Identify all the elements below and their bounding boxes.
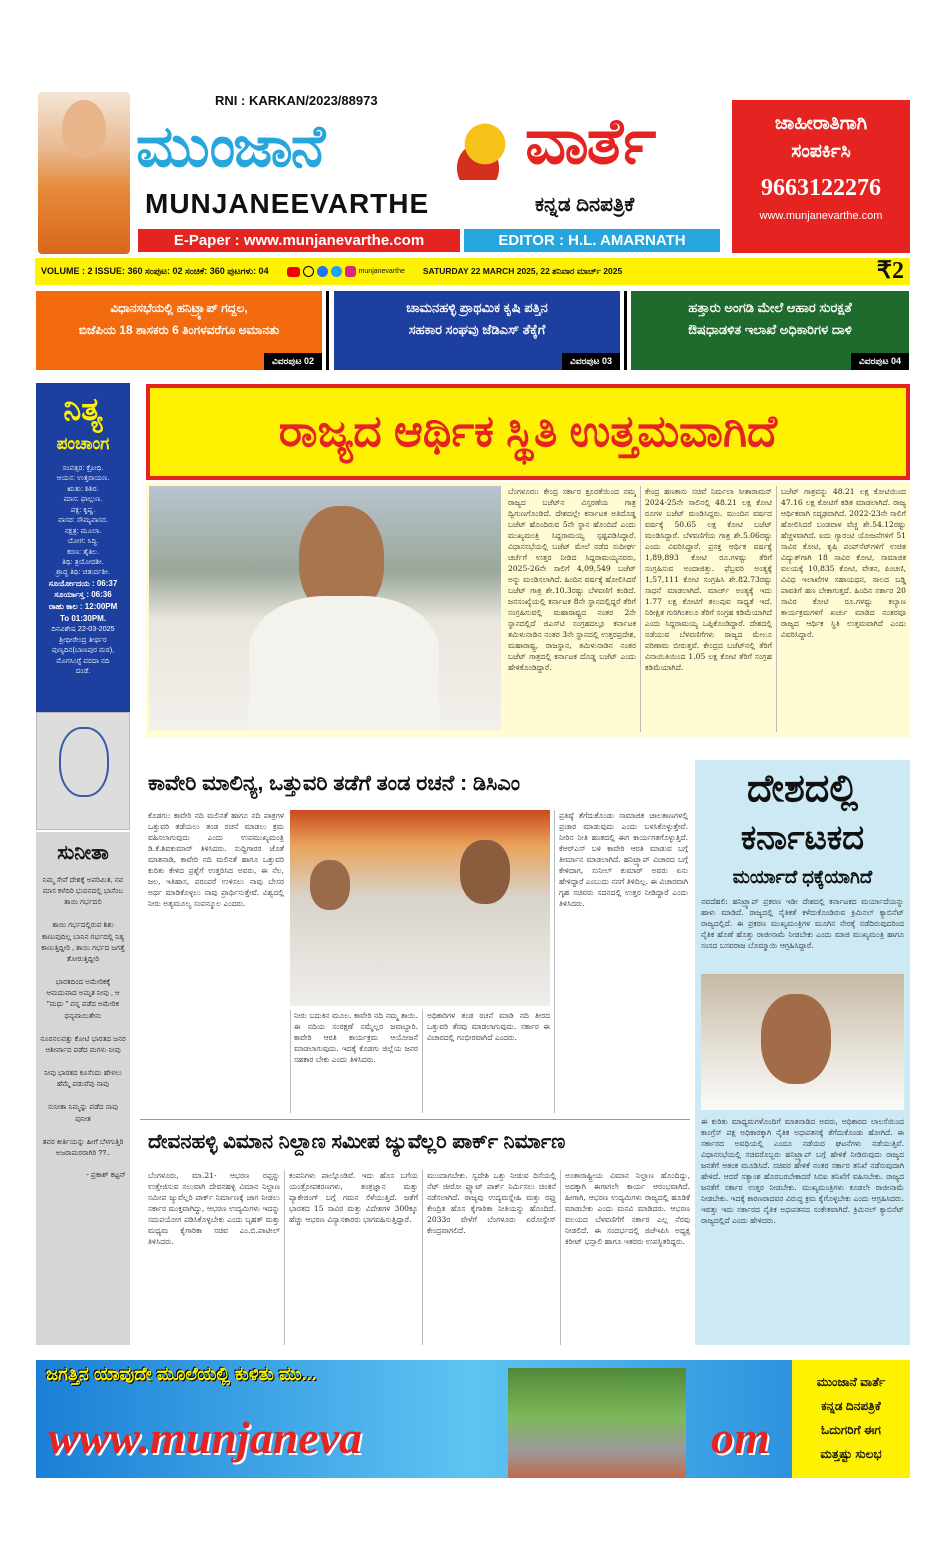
panchanga-line: ಪಕ್ಷ: ಕೃಷ್ಣ. [70, 504, 96, 514]
masthead-munjane: ಮುಂಜಾನೆ [136, 114, 324, 179]
poem-stanza: ತಾಯಿ ಗರ್ಭದಲ್ಲಿರುವ ಶಿಶು ಕಾಣುವುದಿಲ್ಲ ಬಾನಿನ ಗರ್ಭದಲ್ಲಿ ನಿತ್ಯ ಕಾಣುತ್ತಿದ್ದೀರಿ , ತಾಯಿ ಗರ್ಭದ ಜಗತ್ತೆ ತೋರುತ್ತಿದ್ದೀರಿ [41, 920, 125, 963]
issue-date: SATURDAY 22 MARCH 2025, 22 ಶನಿವಾರ ಮಾರ್ಚ್ 2025 [422, 266, 623, 276]
editor-name: EDITOR : H.L. AMARNATH [464, 229, 720, 252]
poem-title: ಸುನೀತಾ [57, 842, 109, 864]
right-story-body: ಈ ಕುರಿತು ಮಾಧ್ಯಮಗಳೊಂದಿಗೆ ಮಾತನಾಡಿದ ಅವರು, ಅಧಿಕಾರದ ಲಾಲಸೆಯಿಂದ ಕಾಂಗ್ರೆಸ್ ಪಕ್ಷ ಅಧಿಕಾರಕ್ಕಾಗಿ ನೈತಿಕ ಅಧಃಪತನಕ್ಕೆ ತೆಗೆದುಕೊಂಡು ಹೋಗಿದೆ. ಈ ಸರ್ಕಾರದ ಅವಧಿಯಲ್ಲಿ ಎಂದೂ ನಡೆಯದ ಘಟನೆಗಳು ನಡೆಯುತ್ತಿವೆ. ವಿಧಾನಸಭೆಯಲ್ಲಿ ಸಚಿವರೊಬ್ಬರು ಹನಿಟ್ರ್ಯಾಪ್ ಬಗ್ಗೆ ಹೇಳಿಕೆ ನೀಡಿರುವುದು ರಾಜ್ಯದ ಜನತೆಗೆ ಆತಂಕ ಮೂಡಿಸಿದೆ. ಸಚಿವರ ಹೇಳಿಕೆ ನಂತರ ಸರ್ಕಾರ ತನಿಖೆ ನಡೆಸುವುದಾಗಿ ಹೇಳಿದೆ. ಆದರೆ ಸತ್ಯಾಂಶ ಹೊರಬರಬೇಕಾದರೆ ಸಿಬಿಐ ತನಿಖೆಗೆ ವಹಿಸಬೇಕು. ರಾಜ್ಯದ ಜನತೆಗೆ ಸರ್ಕಾರ ಉತ್ತರ ನೀಡಬೇಕು. ಮುಖ್ಯಮಂತ್ರಿಗಳು ಕೂಡಲೇ ರಾಜೀನಾಮೆ ನೀಡಬೇಕು. ಇದಕ್ಕೆ ಕಾರಣರಾದವರ ವಿರುದ್ಧ ಕ್ರಮ ಕೈಗೊಳ್ಳಬೇಕು ಎಂದು ಆಗ್ರಹಿಸಿದರು. ಇವತ್ತು ಇದು ಸರ್ಕಾರದ ನೈತಿಕ ಅಧಃಪತನದ ಸಂಕೇತವಾಗಿದೆ. ಕ್ರಿಮಿನಲ್ ಕ್ಯಾಬಿನೆಟ್ ರಾಜ್ಯದಲ್ಲಿದೆ ಎಂದು ಹೇಳಿದರು. [701, 1117, 904, 1225]
panchanga-line: ಪುಣ್ಯದಿನ(ಬಾಣಪುರ ಮಠ), [51, 645, 115, 655]
dk-shivakumar-photo [290, 810, 550, 1006]
ad-website[interactable]: www.munjanevarthe.com [759, 210, 883, 222]
founder-portrait [38, 92, 130, 254]
globe-icon[interactable] [303, 266, 314, 277]
bottom-banner[interactable] [36, 1360, 910, 1478]
lead-headline-box [146, 384, 910, 480]
devanahalli-column: ಮುಂದಾಗಬೇಕು. ಸ್ವದೇಶಿ ಒತ್ತು ನೀಡುವ ದಿಸೆಯಲ್ಲಿ ನೆಟ್ ಜೀರೋ ಪ್ಲ್ಯಾಟ್ ಪಾರ್ಕ್ ನಿರ್ಮಿಸಲು ಚಿಂತನೆ ನಡೆಸಲಾಗಿದೆ. ರಾಜ್ಯವು ಉದ್ಯಮಸ್ನೇಹಿ ಮತ್ತು ರಫ್ತು ಕೇಂದ್ರಿತ ಹೊಸ ಕೈಗಾರಿಕಾ ನೀತಿಯನ್ನು ಹೊಂದಿದೆ. 2033ರ ವೇಳೆಗೆ ಬೆಂಗಳೂರು ಏರೋಸ್ಪೇಸ್ ಕೇಂದ್ರವಾಗಲಿದೆ. [422, 1170, 556, 1345]
teaser-box[interactable] [631, 291, 909, 370]
twitter-icon[interactable] [331, 266, 342, 277]
lead-story-column: ಕೇಂದ್ರ ಹಣಕಾಸು ಸಚಿವೆ ನಿರ್ಮಲಾ ಸೀತಾರಾಮನ್ 2024-25ನೇ ಸಾಲಿನಲ್ಲಿ 48.21 ಲಕ್ಷ ಕೋಟಿ ರೂಗಳ ಬಜೆಟ್ ಮಂಡಿಸಿದ್ದರು. ಮುಂದಿನ ವರ್ಷದ ವರ್ಷಕ್ಕೆ 50.65 ಲಕ್ಷ ಕೋಟಿ ಬಜೆಟ್ ಮಂಡಿಸಿದ್ದಾರೆ. ಬೆಳವಣಿಗೆಯ ಗಾತ್ರ ಶೇ.5.06ರಷ್ಟು ಎಂದು ವಿವರಿಸಿದ್ದಾರೆ. ಪ್ರಸಕ್ತ ಆರ್ಥಿಕ ವರ್ಷಕ್ಕೆ 1,89,893 ಕೋಟಿ ರೂ.ಗಳಷ್ಟು ತೆರಿಗೆ ಸಂಗ್ರಹಿಸುವ ಅಂದಾಜಿತ್ತು. ಫೆಬ್ರವರಿ ಅಂತ್ಯಕ್ಕೆ 1,57,111 ಕೋಟಿ ಸಂಗ್ರಹಿಸಿ ಶೇ.82.73ರಷ್ಟು ಸಾಧನೆ ಮಾಡಲಾಗಿದೆ. ಮಾರ್ಚ್ ಅಂತ್ಯಕ್ಕೆ ಇದು 1.77 ಲಕ್ಷ ಕೋಟಿಗೆ ತಲುಪುವ ಸಾಧ್ಯತೆ ಇದೆ. ನಿರೀಕ್ಷಿತ ಗುರಿಗಿಂತಲೂ ತೆರಿಗೆ ಸಂಗ್ರಹ ಕಡಿಮೆಯಾಗಿದೆ ಎಂದು ಸಿದ್ದರಾಮಯ್ಯ ಒಪ್ಪಿಕೊಂಡಿದ್ದಾರೆ. ದೇಶದಲ್ಲಿ ನಡೆಯುವ ಬೆಳವಣಿಗೆಗಳು ರಾಜ್ಯದ ಮೇಲೂ ಪರಿಣಾಮ ಬೀರುತ್ತವೆ. ಕೇಂದ್ರದ ಬಜೆಟ್‌ನಲ್ಲಿ ತೆರಿಗೆ ವಿನಾಯಿತಿಯಿಂದ 1.05 ಲಕ್ಷ ಕೋಟಿ ತೆರಿಗೆ ಸಂಗ್ರಹ ಕಡಿಮೆಯಾಗಿದೆ. [640, 486, 772, 732]
instagram-icon[interactable] [345, 266, 356, 277]
panchanga-line: ಕರಣ: ತೈತಿಲ. [67, 546, 99, 556]
banner-side-line: ಓದುಗರಿಗೆ ಈಗ [821, 1423, 881, 1437]
panchanga-line: ಯೋಗ: ಸಿದ್ಧಿ. [67, 536, 99, 546]
panchanga-lines [36, 463, 130, 676]
siddaramaiah-photo [149, 486, 501, 730]
poem-stanza: ತವರ ಕೀರ್ತಿಯನ್ನು ಹೀಗೆ ಬೆಳಗುತ್ತಿರಿ ಅಜರಾಮರರಾಗಿರಿ ??.. [42, 1136, 124, 1157]
lead-headline[interactable]: ರಾಜ್ಯದ ಆರ್ಥಿಕ ಸ್ಥಿತಿ ಉತ್ತಮವಾಗಿದೆ [278, 407, 778, 456]
teaser-text: ಔಷಧಾಡಳಿತ ಇಲಾಖೆ ಅಧಿಕಾರಿಗಳ ದಾಳಿ [688, 322, 852, 337]
volume-issue: VOLUME : 2 ISSUE: 360 ಸಂಪುಟ: 02 ಸಂಚಿಕೆ: 360 ಪುಟಗಳು: 04 [41, 266, 269, 276]
poem-stanza: ನೂರನಲವತ್ತು ಕೋಟಿ ಭಾರತದ ಜನರ ಆಶೀರ್ವಾದ ಪಡೆದ ಮಗಳು ನೀವು [40, 1033, 126, 1054]
cauvery-column: ಅಧಿಕಾರಿಗಳ ತಂಡ ರಚನೆ ಮಾಡಿ ನದಿ ತೀರದ ಒತ್ತುವರಿ ತೆರವು ಮಾಡಲಾಗುವುದು. ಸರ್ಕಾರ ಈ ವಿಚಾರದಲ್ಲಿ ಗಂಭೀರವಾಗಿದೆ ಎಂದರು. [422, 1010, 550, 1113]
poem-box [36, 832, 130, 1345]
panchanga-line: ತಿಥಿ: ತ್ರಯೋದಶೀ. [62, 556, 104, 566]
devanahalli-column: ಅಂತಾರಾಷ್ಟ್ರೀಯ ವಿಮಾನ ನಿಲ್ದಾಣ ಹೊಂದಿದ್ದು, ಅದಕ್ಕಾಗಿ ಈಗಾಗಲೇ ಕಾರ್ಯ ಆರಂಭವಾಗಿದೆ. ಹೀಗಾಗಿ, ಆಭರಣ ಉದ್ಯಮಿಗಳು ರಾಜ್ಯದಲ್ಲಿ ಹೂಡಿಕೆ ಮಾಡಬೇಕು ಎಂದು ಮನವಿ ಮಾಡಿದರು. ಆಭರಣ ವಲಯದ ಬೆಳವಣಿಗೆಗೆ ಸರ್ಕಾರ ಎಲ್ಲ ನೆರವು ನೀಡಲಿದೆ. ಈ ಸಂದರ್ಭದಲ್ಲಿ ಜಿಜೆಇಪಿಸಿ ಅಧ್ಯಕ್ಷ ಕಿರೀಟ್ ಭನ್ಸಾಲಿ ಹಾಗೂ ಇತರರು ಉಪಸ್ಥಿತರಿದ್ದರು. [560, 1170, 690, 1345]
panchanga-line: ಋತು: ಶಿಶಿರ. [67, 483, 99, 493]
divider [624, 291, 627, 370]
poem-stanza: ಸುನೀತಾ ನಿಮ್ಮನ್ನು ಪಡೆದ ನಾವು ಪುನೀತ [47, 1102, 119, 1123]
ad-phone[interactable]: 9663122276 [761, 175, 881, 201]
panchanga-line: ಸೂರ್ಯಾಸ್ತ : 06:36 [54, 590, 112, 600]
panchanga-line: ರಾಹು ಕಾಲ : 12:00PM [48, 602, 118, 611]
panchanga-line: ದಿನವಿಶೇಷ 22-03-2025 [51, 624, 115, 634]
teaser-text: ಸಹಕಾರ ಸಂಘವು ಜೆಡಿಎಸ್ ತೆಕ್ಕೆಗೆ [408, 322, 546, 337]
cauvery-column: ಕೊಡಗು: ಕಾವೇರಿ ನದಿ ಮಲಿನತೆ ಹಾಗೂ ನದಿ ಪಾತ್ರಗಳ ಒತ್ತುವರಿ ತಡೆಯಲು ತಂಡ ರಚನೆ ಮಾಡಲು ಕ್ರಮ ವಹಿಸಲಾಗುವುದು ಎಂದು ಉಪಮುಖ್ಯಮಂತ್ರಿ ಡಿ.ಕೆ.ಶಿವಕುಮಾರ್ ತಿಳಿಸಿದರು. ಸುದ್ದಿಗಾರರ ಜೊತೆ ಮಾತನಾಡಿ, ಕಾವೇರಿ ನದಿ ಮಲಿನತೆ ಹಾಗೂ ಒತ್ತುವರಿ ಕುರಿತು ಕೇಳಿದ ಪ್ರಶ್ನೆಗೆ ಉತ್ತರಿಸಿದ ಅವರು, ಈ ನೆಲ, ಜಲ, ಇತಿಹಾಸ, ಪರಂಪರೆ ಉಳಿಸಲು ನಾವು ಬೇಸರ ಅರ್ಥ ಮಾಡಿಕೊಳ್ಳಲು ನಾವು ಪ್ರಾರ್ಥಿಸುತ್ತೇವೆ. ವಿಶ್ವದಲ್ಲಿ ನೀರು ಅತ್ಯಮೂಲ್ಯ ಸಂಪನ್ಮೂಲ ಎಂದರು. [148, 811, 284, 908]
banner-tagline: ಜಗತ್ತಿನ ಯಾವುದೇ ಮೂಲೆಯಲ್ಲಿ ಕುಳಿತು ಮು... [46, 1364, 317, 1384]
teaser-text: ವಿಧಾನಸಭೆಯಲ್ಲಿ ಹನಿಟ್ರ್ಯಾಪ್ ಗದ್ದಲ, [110, 301, 248, 315]
right-story-box [695, 760, 910, 1345]
panchanga-line: To 01:30PM. [59, 613, 107, 623]
teaser-box[interactable] [36, 291, 322, 370]
page-ref: ವಿವರಪುಟ 02 [264, 353, 322, 370]
bommai-photo [701, 974, 904, 1110]
lead-story-column: ಬಜೆಟ್ ಗಾತ್ರವನ್ನು 48.21 ಲಕ್ಷ ಕೋಟಿಯಿಂದ 47.16 ಲಕ್ಷ ಕೋಟಿಗೆ ಕಡಿತ ಮಾಡಲಾಗಿದೆ. ರಾಜ್ಯ ಆರ್ಥಿಕವಾಗಿ ಸದೃಢವಾಗಿದೆ. 2022-23ನೇ ಸಾಲಿಗೆ ಹೋಲಿಸಿದರೆ ಬಂಡವಾಳ ವೆಚ್ಚ ಶೇ.54.12ರಷ್ಟು ಹೆಚ್ಚಳವಾಗಿದೆ. ಐದು ಗ್ಯಾರಂಟಿ ಯೋಜನೆಗಳಿಗೆ 51 ಸಾವಿರ ಕೋಟಿ, ಕೃಷಿ ಪಂಪ್‌ಸೆಟ್‌ಗಳಿಗೆ ಉಚಿತ ವಿದ್ಯುತ್‌ಗಾಗಿ 18 ಸಾವಿರ ಕೋಟಿ, ಸಾಮಾಜಿಕ ವಲಯಕ್ಕೆ 10,835 ಕೋಟಿ, ವೇತನ, ಪಿಂಚಣಿ, ವಿವಿಧ ಇಲಾಖೆಗಳ ಸಹಾಯಧನ, ಸಾಲದ ಬಡ್ಡಿ ಪಾವತಿಗೆ ಹಣ ಬೇಕಾಗುತ್ತದೆ. ಹಿಂದಿನ ಸರ್ಕಾರ 20 ಸಾವಿರ ಕೋಟಿ ರೂ.ಗಳಷ್ಟು ಕಲ್ಯಾಣ ಕಾರ್ಯಕ್ರಮಗಳಿಗೆ ಖರ್ಚು ಮಾಡಿದ ನಂತರವೂ ರಾಜ್ಯದ ಆರ್ಥಿಕ ಸ್ಥಿತಿ ಉತ್ತಮವಾಗಿದೆ ಎಂದು ವಿವರಿಸಿದ್ದಾರೆ. [776, 486, 906, 732]
street-photo [508, 1368, 686, 1478]
tagline: ಕನ್ನಡ ದಿನಪತ್ರಿಕೆ [535, 194, 635, 216]
masthead-varthe: ವಾರ್ತೆ [525, 105, 655, 177]
teaser-text: ಹತ್ತಾರು ಅಂಗಡಿ ಮೇಲೆ ಆಹಾರ ಸುರಕ್ಷತೆ [688, 300, 852, 315]
poem-author: - ಪ್ರಕಾಶ್ ಕಟ್ಟನ್ [86, 1169, 126, 1179]
poem-stanza: ನೀವು ಭಾರತದ ಕೂಸೆಂದು ಹೇಳಲು ಹೆಮ್ಮೆ ಪಡುವೆವು ನಾವು [44, 1068, 122, 1089]
karnataka-map-logo [450, 120, 520, 180]
banner-side-line: ಕನ್ನಡ ದಿನಪತ್ರಿಕೆ [821, 1399, 881, 1413]
advertise-contact-box [732, 100, 910, 253]
teaser-box[interactable] [334, 291, 620, 370]
panchanga-line: ಮೊಗಸಿಂಗ್ಟೆ ವರದಾ ನದಿ [56, 655, 110, 665]
ad-line1: ಜಾಹೀರಾತಿಗಾಗಿ [774, 113, 868, 134]
price: ₹2 [876, 258, 904, 284]
devanahalli-column: ಕಂಪನಿಗಳು ಪಾಲ್ಗೊಂಡಿವೆ. ಇದು ಹೊಸ ಬಗೆಯ ಯಂತ್ರೋಪಕರಣಗಳು, ತಂತ್ರಜ್ಞಾನ ಮತ್ತು ಪ್ಯಾಕೇಜಿಂಗ್ ಬಗ್ಗೆ ಗಮನ ಸೆಳೆಯುತ್ತಿದೆ. ಜತೆಗೆ ಭಾರತದ 15 ಸಾವಿರ ಮತ್ತು ವಿದೇಶಗಳ 300ಕ್ಕೂ ಹೆಚ್ಚು ಆಭರಣ ವಿನ್ಯಾಸಕಾರರು ಭಾಗವಹಿಸುತ್ತಿದ್ದಾರೆ. [284, 1170, 418, 1345]
poem-stanza: ನಿಮ್ಮ ಸೇವೆ ದೇಶಕ್ಕೆ ಅಪರಿಮಿತ, ನವ ಮಾಸ ಕಳೆದಿರಿ ಭುವನದಲ್ಲಿ ಭಾಸೆಂಬ ತಾಯಿ ಗರ್ಭದಲಿ [42, 875, 124, 907]
cauvery-column: ಪ್ರತಿಷ್ಠೆ ತೆಗೆದುಕೊಂಡು ಸಾಮಾಜಿಕ ಜಾಲತಾಣಗಳಲ್ಲಿ ಪ್ರಚಾರ ಮಾಡುವುದು ಎಂದು ಬಳಸಿಕೊಳ್ಳುತ್ತೇವೆ. ನೀರಿನ ನೀತಿ ಹಂತದಲ್ಲಿ ಈಗ ಕಾರ್ಯಗತಗೊಳ್ಳುತ್ತಿದೆ. ಕೆಆರ್‌ಎಸ್ ಬಳಿ ಕಾವೇರಿ ಆರತಿ ಮಾಡುವ ಬಗ್ಗೆ ತೀರ್ಮಾನ ಮಾಡಲಾಗಿದೆ. ಹನಿಟ್ರ್ಯಾಪ್ ವಿಚಾರದ ಬಗ್ಗೆ ಕೇಳಿದಾಗ, ಸುನೀಲ್ ಕುಮಾರ್ ಅವರು ಏನು ಹೇಳಿದ್ದಾರೆ ಎಂಬುದು ನನಗೆ ತಿಳಿದಿಲ್ಲ. ಈ ವಿಚಾರವಾಗಿ ಗೃಹ ಸಚಿವರು ಸದನದಲ್ಲಿ ಉತ್ತರ ನೀಡಿದ್ದಾರೆ ಎಂದು ತಿಳಿಸಿದರು. [554, 810, 688, 1113]
panchanga-subtitle: ಪಂಚಾಂಗ [56, 434, 110, 453]
english-title: MUNJANEEVARTHE [145, 188, 430, 219]
page-ref: ವಿವರಪುಟ 04 [851, 353, 909, 370]
panchanga-line: ಶ್ರಾದ್ಧ ತಿಥಿ: ಚತುರ್ದಶೀ. [56, 567, 110, 577]
panchanga-line: ಶ್ರೀಧೀರೇಂದ್ರ ತೀರ್ಥರ [59, 634, 107, 644]
social-handle: munjanevarthe [358, 268, 405, 275]
banner-url-tail: om [711, 1412, 770, 1463]
right-headline-2[interactable]: ಕರ್ನಾಟಕದ [740, 819, 865, 857]
banner-side-box [792, 1360, 910, 1478]
ad-line2: ಸಂಪರ್ಕಿಸಿ [791, 141, 851, 162]
panchanga-line: ದಂಡೆ. [75, 665, 91, 675]
panchanga-title: ನಿತ್ಯ [63, 391, 103, 427]
devanahalli-headline[interactable]: ದೇವನಹಳ್ಳಿ ವಿಮಾನ ನಿಲ್ದಾಣ ಸಮೀಪ ಜ್ಯುವೆಲ್ಲರಿ ಪಾರ್ಕ್ ನಿರ್ಮಾಣ [148, 1131, 566, 1153]
banner-url[interactable]: www.munjaneva [48, 1412, 362, 1463]
panchanga-line: ವಾಸರ: ಸೌಮ್ಯವಾಸರ. [58, 515, 108, 525]
epaper-link[interactable]: E-Paper : www.munjanevarthe.com [138, 229, 460, 252]
lead-story-column: ಬೆಂಗಳೂರು: ಕೇಂದ್ರ ಸರ್ಕಾರ ಕ್ರೂರತೆಯಿಂದ ನಮ್ಮ ರಾಜ್ಯದ ಬಜೆಟ್‌ನ ವಿಸ್ತರಣೆಯ ಗಾತ್ರ ದ್ವಿಗುಣಗೊಂಡಿದೆ. ದೇಶದಲ್ಲೇ ಕರ್ನಾಟಕ ಅತಿದೊಡ್ಡ ಬಜೆಟ್ ಹೊಂದಿರುವ 5ನೇ ಸ್ಥಾನ ಹೊಂದಿದೆ ಎಂದು ಮುಖ್ಯಮಂತ್ರಿ ಸಿದ್ದರಾಮಯ್ಯ ಸ್ಪಷ್ಟಪಡಿಸಿದ್ದಾರೆ. ವಿಧಾನಸಭೆಯಲ್ಲಿ ಬಜೆಟ್ ಮೇಲೆ ನಡೆದ ಸುದೀರ್ಘ ಚರ್ಚೆಗೆ ಉತ್ತರ ನೀಡಿದ ಸಿದ್ದರಾಮಯ್ಯನವರು, 2025-26ನೇ ಸಾಲಿಗೆ 4,09,549 ಬಜೆಟ್ ಅನ್ನು ಮಂಡಿಸಲಾಗಿದೆ. ಹಿಂದಿನ ವರ್ಷಕ್ಕೆ ಹೋಲಿಸಿದರೆ ಬಜೆಟ್ ಗಾತ್ರ ಶೇ.10.3ರಷ್ಟು ಬೆಳವಣಿಗೆ ಕಂಡಿದೆ. ಜನಸಂಖ್ಯೆಯಲ್ಲಿ ಕರ್ನಾಟಕ 8ನೇ ಸ್ಥಾನದಲ್ಲಿದ್ದರೆ ತೆರಿಗೆ ಸಂಗ್ರಹಿಸುವಲ್ಲಿ ಮಹಾರಾಷ್ಟ್ರದ ನಂತರ 2ನೇ ಸ್ಥಾನದಲ್ಲಿದೆ ಜಿಎಸ್‌ಟಿ ಸಂಗ್ರಹದಲ್ಲೂ ಕರ್ನಾಟಕ ತಮಿಳುನಾಡಿನ ನಂತರ 3ನೇ ಸ್ಥಾನದಲ್ಲಿ ಉತ್ತರಪ್ರದೇಶ, ಮಹಾರಾಷ್ಟ್ರ, ರಾಜಸ್ಥಾನ, ತಮಿಳುನಾಡಿನ ನಂತರ ಬಜೆಟ್ ಗಾತ್ರದಲ್ಲಿ ಕರ್ನಾಟಕ ದೊಡ್ಡ ಬಜೆಟ್ ಎಂದು ಹೇಳಿಕೊಂಡಿದ್ದಾರೆ. [508, 487, 636, 672]
right-headline-3[interactable]: ಮರ್ಯಾದೆ ಧಕ್ಕೆಯಾಗಿದೆ [732, 867, 873, 887]
panchanga-line: ಮಾಸ: ಫಾಲ್ಗುಣ. [63, 494, 103, 504]
section-divider [140, 1119, 690, 1120]
divider [326, 291, 329, 370]
panchanga-line: ನಕ್ಷತ್ರ: ಮೂಲಾ. [64, 525, 102, 535]
teaser-text: ಬಿಜೆಪಿಯ 18 ಶಾಸಕರು 6 ತಿಂಗಳವರೆಗೂ ಅಮಾನತು [78, 323, 280, 337]
banner-side-line: ಮುಂಜಾನೆ ವಾರ್ತೆ [816, 1375, 886, 1389]
poem-stanza: ಭಾರತದಿಂದ ಅಮೇರಿಕಕ್ಕೆ ಆಮದುವಾದ ಅಮೃತ ನೀವು , ಆ ''ಮಧು '' ವನ್ನ ಪಡೆದ ಅಮೇರಿಕ ಧನ್ಯವಾಯಿತೇನು [46, 977, 120, 1020]
panchanga-box [36, 383, 130, 733]
cauvery-column: ನೀರು ಬದುಕಿನ ಮೂಲ. ಕಾವೇರಿ ನದಿ ನಮ್ಮ ತಾಯಿ. ಈ ನದಿಯ ಸಂರಕ್ಷಣೆ ನಮ್ಮೆಲ್ಲರ ಜವಾಬ್ದಾರಿ. ಕಾವೇರಿ ಆರತಿ ಕಾರ್ಯಕ್ರಮ ಆಯೋಜನೆ ಮಾಡಲಾಗುವುದು. ಇದಕ್ಕೆ ಕೊಡಗು ಜಿಲ್ಲೆಯ ಜನರ ಸಹಕಾರ ಬೇಕು ಎಂದು ತಿಳಿಸಿದರು. [290, 1010, 418, 1113]
poem-stanzas [40, 874, 126, 1158]
cauvery-headline[interactable]: ಕಾವೇರಿ ಮಾಲಿನ್ಯ, ಒತ್ತುವರಿ ತಡೆಗೆ ತಂಡ ರಚನೆ : ಡಿಸಿಎಂ [148, 772, 521, 795]
page-ref: ವಿವರಪುಟ 03 [562, 353, 620, 370]
panchanga-line: ಸೂರ್ಯೋದಯ : 06:37 [48, 578, 118, 588]
info-strip [35, 258, 910, 285]
poet-sketch [36, 712, 130, 830]
facebook-icon[interactable] [317, 266, 328, 277]
teaser-text: ಚಾಮನಹಳ್ಳಿ ಪ್ರಾಥಮಿಕ ಕೃಷಿ ಪತ್ತಿನ [406, 300, 548, 315]
rni-number: RNI : KARKAN/2023/88973 [215, 93, 378, 108]
youtube-icon[interactable] [287, 267, 300, 277]
right-headline-1[interactable]: ದೇಶದಲ್ಲಿ [746, 768, 859, 810]
panchanga-line: ಆಯನ: ಉತ್ತರಾಯಣ. [56, 473, 110, 483]
panchanga-line: ಸಂವತ್ಸರ: ಕ್ರೋಧಿ. [62, 463, 104, 472]
social-icons [287, 266, 405, 277]
banner-side-line: ಮತ್ತಷ್ಟು ಸುಲಭ [820, 1447, 882, 1461]
right-story-intro: ನವದೆಹಲಿ: ಹನಿಟ್ರ್ಯಾಪ್ ಪ್ರಕರಣ ಇಡೀ ದೇಶದಲ್ಲಿ ಕರ್ನಾಟಕದ ಮರ್ಯಾದೆಯನ್ನು ಹಾಳು ಮಾಡಿದೆ. ರಾಜ್ಯದಲ್ಲಿ ನೈತಿಕತೆ ಕಳೆದುಕೊಂಡಿರುವ ಕ್ರಿಮಿನಲ್ ಕ್ಯಾಬಿನೆಟ್ ರಾಜ್ಯದಲ್ಲಿದೆ. ಈ ಪ್ರಕರಣ ಮುಖ್ಯಮಂತ್ರಿಗಳ ಮೂಗಿನ ನೇರಕ್ಕೆ ನಡೆದಿರುವುದರಿಂದ ನೈತಿಕ ಹೊಣೆ ಹೊತ್ತು ರಾಜೀನಾಮೆ ನೀಡಬೇಕು ಎಂದು ಮಾಜಿ ಮುಖ್ಯಮಂತ್ರಿ ಹಾಗೂ ಸಂಸದ ಬಸವರಾಜ ಬೊಮ್ಮಾಯಿ ಆಗ್ರಹಿಸಿದ್ದಾರೆ. [701, 897, 904, 950]
devanahalli-column: ಬೆಂಗಳೂರು, ಮಾ.21- ಆಭರಣ ರಫ್ತನ್ನು ಉತ್ತೇಜಿಸುವ ಸಲುವಾಗಿ ದೇವನಹಳ್ಳಿ ವಿಮಾನ ನಿಲ್ದಾಣ ಸಮೀಪ ಜ್ಯುವೆಲ್ಲರಿ ಪಾರ್ಕ್ ನಿರ್ಮಾಣಕ್ಕೆ ಜಾಗ ನೀಡಲು ಸರ್ಕಾರ ಮುಕ್ತವಾಗಿದ್ದು, ಆಭರಣ ಉದ್ಯಮಿಗಳು ಇದನ್ನು ಸದುಪಯೋಗ ಪಡಿಸಿಕೊಳ್ಳಬೇಕು ಎಂದು ಬೃಹತ್ ಮತ್ತು ಮಧ್ಯಮ ಕೈಗಾರಿಕಾ ಸಚಿವ ಎಂ.ಬಿ.ಪಾಟೀಲ್ ತಿಳಿಸಿದರು. [148, 1171, 280, 1246]
